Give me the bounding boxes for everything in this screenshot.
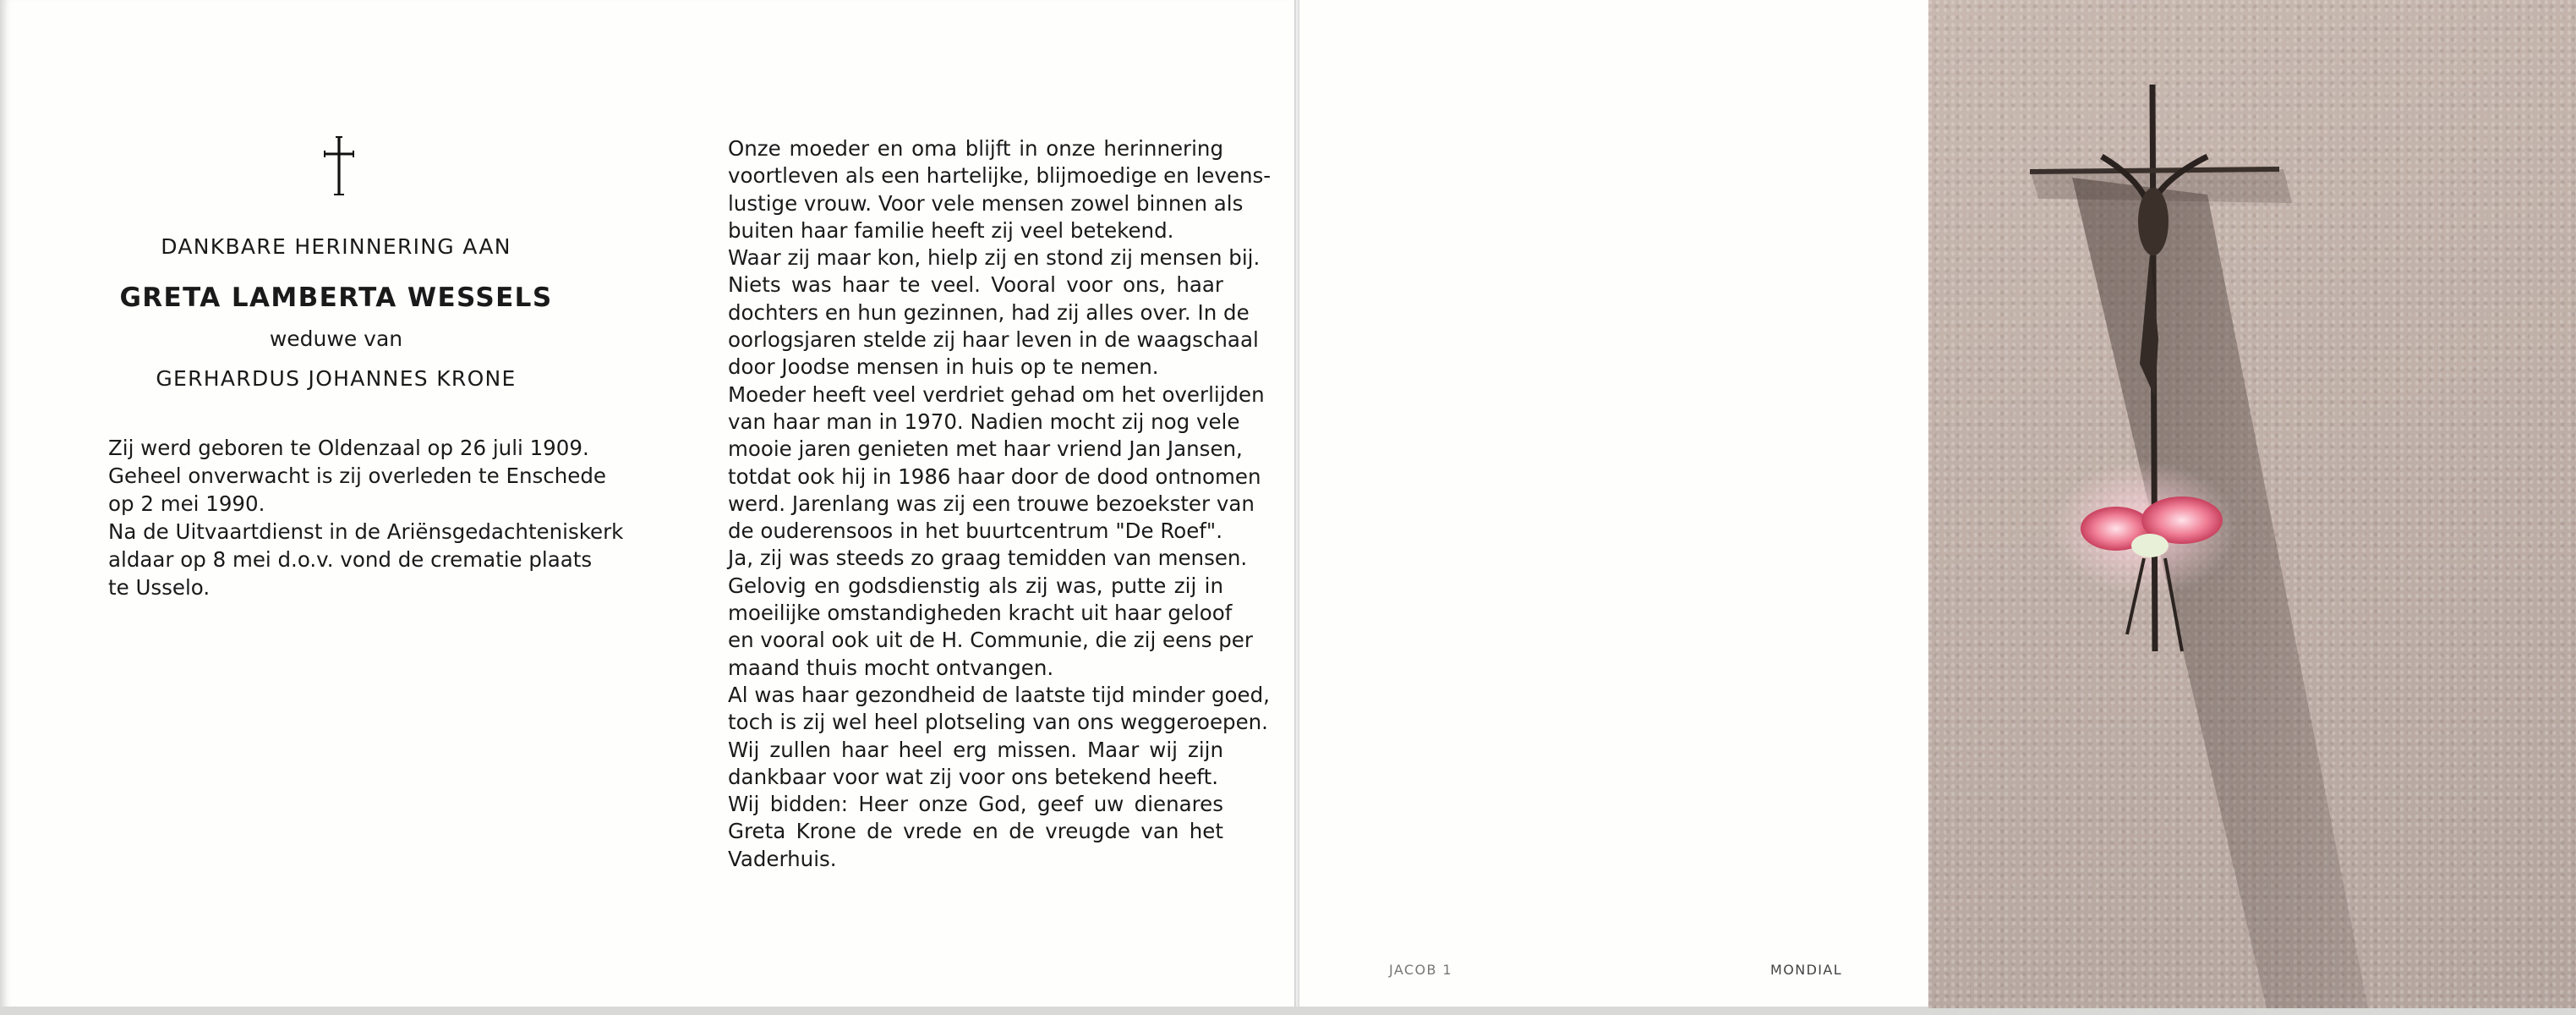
memorial-line: Wij zullen haar heel erg missen. Maar wij zijn bbox=[728, 737, 1223, 762]
dedication-heading: DANKBARE HERINNERING AAN bbox=[161, 234, 511, 259]
memorial-line: Moeder heeft veel verdriet gehad om het overlijden bbox=[728, 381, 1265, 407]
memorial-text bbox=[728, 135, 1272, 873]
crucifix-photo bbox=[1928, 0, 2576, 1008]
memorial-line: Gelovig en godsdienstig als zij was, putte zij in bbox=[728, 573, 1223, 598]
memorial-line: door Joodse mensen in huis op te nemen. bbox=[728, 354, 1159, 380]
biography-line: te Usselo. bbox=[108, 575, 211, 600]
publisher-label: MONDIAL bbox=[1770, 962, 1843, 978]
biography-text bbox=[108, 434, 624, 601]
memorial-line: en vooral ook uit de H. Communie, die zij eens per bbox=[728, 628, 1253, 653]
memorial-line: Onze moeder en oma blijft in onze herinnering bbox=[728, 136, 1223, 161]
memorial-line: dochters en hun gezinnen, had zij alles over. In de bbox=[728, 299, 1250, 325]
crucifix-with-carnation-icon bbox=[1928, 0, 2576, 1008]
memorial-line: werd. Jarenlang was zij een trouwe bezoekster van bbox=[728, 491, 1255, 516]
memorial-line: Al was haar gezondheid de laatste tijd minder goed, bbox=[728, 682, 1270, 707]
card-fold bbox=[1294, 0, 1299, 1015]
memorial-line: de ouderensoos in het buurtcentrum "De Roef". bbox=[728, 518, 1222, 544]
deceased-name: GRETA LAMBERTA WESSELS bbox=[119, 283, 553, 313]
cross-icon bbox=[315, 135, 363, 196]
memorial-line: toch is zij wel heel plotseling van ons weggeroepen. bbox=[728, 710, 1268, 735]
memorial-line: Wij bidden: Heer onze God, geef uw dienares bbox=[728, 792, 1223, 817]
card-code-label: JACOB 1 bbox=[1389, 962, 1452, 978]
memorial-line: Greta Krone de vrede en de vreugde van het bbox=[728, 819, 1223, 844]
relation-label: weduwe van bbox=[269, 326, 403, 351]
memorial-line: oorlogsjaren stelde zij haar leven in de waagschaal bbox=[728, 327, 1259, 353]
memorial-line: dankbaar voor wat zij voor ons betekend heeft. bbox=[728, 764, 1218, 789]
biography-line: Na de Uitvaartdienst in de Ariënsgedachteniskerk bbox=[108, 519, 624, 544]
memorial-line: voortleven als een hartelijke, blijmoedige en levens- bbox=[728, 163, 1272, 189]
memorial-line: buiten haar familie heeft zij veel betekend. bbox=[728, 217, 1174, 243]
memorial-line: van haar man in 1970. Nadien mocht zij nog vele bbox=[728, 409, 1240, 434]
biography-line: op 2 mei 1990. bbox=[108, 491, 265, 516]
biography-line: aldaar op 8 mei d.o.v. vond de crematie plaats bbox=[108, 547, 593, 572]
memorial-line: Waar zij maar kon, hielp zij en stond zij mensen bij. bbox=[728, 245, 1261, 271]
memorial-line: lustige vrouw. Voor vele mensen zowel binnen als bbox=[728, 190, 1244, 216]
memorial-line: maand thuis mocht ontvangen. bbox=[728, 655, 1054, 680]
biography-line: Geheel onverwacht is zij overleden te Enschede bbox=[108, 464, 606, 488]
memorial-line: mooie jaren genieten met haar vriend Jan Jansen, bbox=[728, 436, 1243, 462]
memorial-line: moeilijke omstandigheden kracht uit haar geloof bbox=[728, 601, 1233, 626]
biography-line: Zij werd geboren te Oldenzaal op 26 juli 1909. bbox=[108, 436, 589, 460]
spouse-name: GERHARDUS JOHANNES KRONE bbox=[156, 366, 517, 391]
memorial-line: Vaderhuis. bbox=[728, 846, 837, 871]
memorial-line: Niets was haar te veel. Vooral voor ons, haar bbox=[728, 272, 1223, 298]
memorial-line: totdat ook hij in 1986 haar door de dood ontnomen bbox=[728, 464, 1261, 489]
memorial-line: Ja, zij was steeds zo graag temidden van mensen. bbox=[728, 546, 1248, 571]
